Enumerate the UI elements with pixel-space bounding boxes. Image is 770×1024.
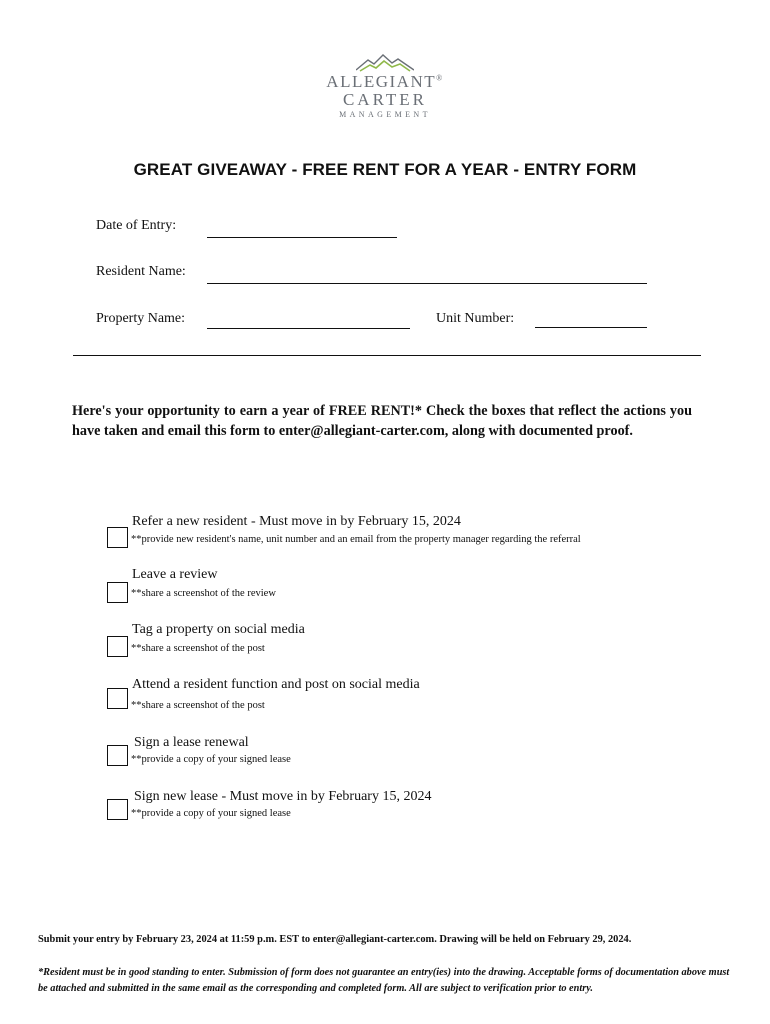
unit-number-label: Unit Number: [436, 311, 515, 326]
checklist-note: **share a screenshot of the post [131, 643, 265, 654]
resident-name-line[interactable] [207, 283, 647, 284]
checklist-note: **provide a copy of your signed lease [131, 754, 291, 765]
checklist-note: **share a screenshot of the post [131, 700, 265, 711]
submission-deadline: Submit your entry by February 23, 2024 at 11:59 p.m. EST to enter@allegiant-carter.com. Drawing will be held on February 29, 2024. [38, 934, 632, 945]
checklist-note: **share a screenshot of the review [131, 588, 276, 599]
logo-line-allegiant: ALLEGIANT® [326, 72, 444, 91]
checklist-label: Attend a resident function and post on social media [132, 677, 420, 692]
checkbox-refer[interactable] [107, 527, 128, 548]
checklist-label: Leave a review [132, 567, 218, 582]
unit-number-line[interactable] [535, 327, 647, 328]
checkbox-tag[interactable] [107, 636, 128, 657]
checkbox-function[interactable] [107, 688, 128, 709]
property-name-line[interactable] [207, 328, 410, 329]
logo-line-management: MANAGEMENT [339, 110, 431, 119]
checklist-note: **provide a copy of your signed lease [131, 808, 291, 819]
property-name-label: Property Name: [96, 311, 186, 326]
logo-line-carter: CARTER [342, 90, 428, 109]
resident-name-label: Resident Name: [96, 264, 186, 279]
checklist-note: **provide new resident's name, unit number and an email from the property manager regarding the referral [131, 534, 581, 545]
checklist-label: Refer a new resident - Must move in by February 15, 2024 [132, 514, 461, 529]
checklist-label: Tag a property on social media [132, 622, 305, 637]
mountain-logo-icon [356, 54, 414, 72]
checkbox-new-lease[interactable] [107, 799, 128, 820]
checkbox-review[interactable] [107, 582, 128, 603]
checklist-label: Sign a lease renewal [134, 735, 249, 750]
section-divider [73, 355, 701, 356]
date-of-entry-line[interactable] [207, 237, 397, 238]
checkbox-renewal[interactable] [107, 745, 128, 766]
footnote: *Resident must be in good standing to enter. Submission of form does not guarantee an entry(ies) into the drawing. Acceptable forms of documentation above must be attached and submitted in the same email as the corresponding and completed form. All are subject to verification prior to entry. [38, 967, 730, 994]
company-logo [320, 50, 450, 122]
form-title: GREAT GIVEAWAY - FREE RENT FOR A YEAR - ENTRY FORM [133, 160, 637, 179]
date-of-entry-label: Date of Entry: [96, 218, 177, 233]
intro-paragraph: Here's your opportunity to earn a year of FREE RENT!* Check the boxes that reflect the actions you have taken and email this form to enter@allegiant-carter.com, along with documented proof. [72, 403, 692, 439]
checklist-label: Sign new lease - Must move in by February 15, 2024 [134, 789, 432, 804]
